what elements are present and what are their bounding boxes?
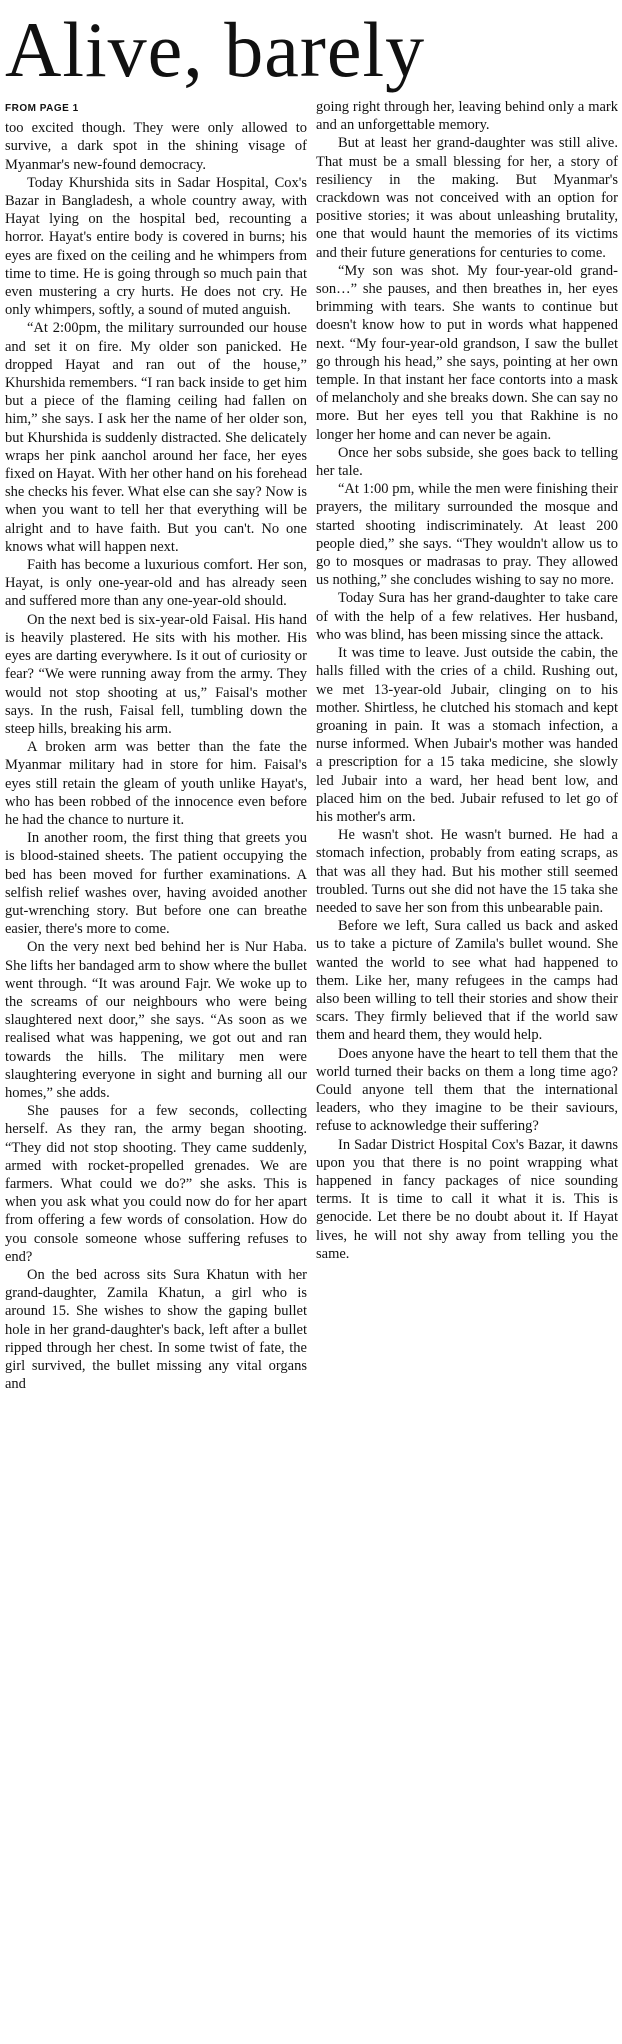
paragraph: Faith has become a luxurious comfort. Her son, Hayat, is only one-year-old and has already seen and suffered more than any one-year-old should. [5,557,307,610]
paragraph: Today Sura has her grand-daughter to take care of with the help of a few relatives. Her husband, who was blind, has been missing since the attack. [316,590,618,643]
paragraph: “At 1:00 pm, while the men were finishing their prayers, the military surrounded the mosque and started shooting indiscriminately. At least 200 people died,” she says. “They wouldn't allow us to go to mosques or madrasas to pray. They allowed us nothing,” she concludes wishing to say no more. [316,481,618,589]
left-column [5,98,307,1393]
article-columns [5,98,618,1393]
jump-tag: FROM PAGE 1 [5,103,79,114]
paragraph: Does anyone have the heart to tell them that the world turned their backs on them a long time ago? Could anyone tell them that the international leaders, who they imagine to be their saviours, refuse to acknowledge their suffering? [316,1045,618,1135]
paragraph: But at least her grand-daughter was still alive. That must be a small blessing for her, a story of resiliency in the making. But Myanmar's crackdown was not conceived with an option for positive stories; it was about unleashing brutality, one that would haunt the memories of its victims and their future generations for centuries to come. [316,135,618,261]
paragraph: On the bed across sits Sura Khatun with her grand-daughter, Zamila Khatun, a girl who is around 15. She wishes to show the gaping bullet hole in her grand-daughter's back, left after a bullet ripped through her chest. In some twist of fate, the girl survived, the bullet missing any vital organs and [5,1267,307,1393]
right-column [316,98,618,1393]
headline: Alive, barely [5,6,426,93]
paragraph: “My son was shot. My four-year-old grand-son…” she pauses, and then breathes in, her eyes brimming with tears. She wants to continue but doesn't know how to put in words what happened next. “My four-year-old grandson, I saw the bullet go through his head,” she says, pointing at her own temple. In that instant her face contorts into a mask of melancholy and she breaks down. She can say no more. But her eyes tell you that Rakhine is no longer her home and can never be again. [316,262,619,443]
paragraph: going right through her, leaving behind only a mark and an unforgettable memory. [316,99,618,134]
paragraph: He wasn't shot. He wasn't burned. He had a stomach infection, probably from eating scraps, as that was all they had. But his mother still seemed troubled. Turns out she did not have the 15 taka she needed to save her son from this unbearable pain. [316,827,618,916]
paragraph: On the very next bed behind her is Nur Haba. She lifts her bandaged arm to show where the bullet went through. “It was around Fajr. We woke up to the screams of our neighbours who were being slaughtered next door,” she says. “As soon as we realised what was happening, we got out and ran towards the hills. The military men were slaughtering everyone in sight and burning all our homes,” she adds. [5,939,307,1101]
paragraph: It was time to leave. Just outside the cabin, the halls filled with the cries of a child. Rushing out, we met 13-year-old Jubair, clinging on to his mother. Shirtless, he clutched his stomach and kept groaning in pain. It was a stomach infection, a nurse informed. When Jubair's mother was handed a prescription for a 15 taka medicine, she slowly led Jubair into a ward, her head bent low, and placed him on the bed. Jubair refused to let go of his mother's arm. [316,645,618,825]
paragraph: A broken arm was better than the fate the Myanmar military had in store for him. Faisal's eyes still retain the gleam of youth unlike Hayat's, who has been robbed of the innocence even before he had the chance to nurture it. [5,739,307,828]
paragraph: In Sadar District Hospital Cox's Bazar, it dawns upon you that there is no point wrapping what happened in fancy packages of nice sounding terms. It is time to call it what it is. This is genocide. Let there be no doubt about it. If Hayat lives, he will not shy away from telling you the same. [316,1136,618,1262]
paragraph: She pauses for a few seconds, collecting herself. As they ran, the army began shooting. “They did not stop shooting. They came suddenly, armed with rocket-propelled grenades. We are farmers. What could we do?” she asks. This is when you ask what you could now do for her apart from offering a few words of consolation. How do you console someone whose suffering refuses to end? [5,1103,307,1265]
paragraph: Before we left, Sura called us back and asked us to take a picture of Zamila's bullet wound. She wanted the world to see what had happened to them. Like her, many refugees in the camps had also been willing to tell their stories and show their scars. They firmly believed that if the world saw them and heard them, they would help. [316,918,618,1044]
paragraph: “At 2:00pm, the military surrounded our house and set it on fire. My older son panicked. He dropped Hayat and ran out of the house,” Khurshida remembers. “I ran back inside to get him but a piece of the flaming ceiling had fallen on him,” she says. I ask her the name of her older son, but Khurshida is suddenly distracted. She delicately wraps her pink aanchol around her face, her eyes fixed on Hayat. With her other hand on his forehead she checks his fever. What else can she say? Now is when you want to tell her that everything will be alright and to have faith. But you can't. No one knows what will happen next. [5,320,307,555]
paragraph: too excited though. They were only allowed to survive, a dark spot in the shining visage of Myanmar's new-found democracy. [5,120,307,173]
paragraph: On the next bed is six-year-old Faisal. His hand is heavily plastered. He sits with his mother. His eyes are darting everywhere. Is it out of curiosity or fear? “We were running away from the army. They would not stop shooting at us,” Faisal's mother says. In the rush, Faisal fell, tumbling down the steep hills, breaking his arm. [5,611,307,737]
paragraph: Today Khurshida sits in Sadar Hospital, Cox's Bazar in Bangladesh, a whole country away, with Hayat lying on the hospital bed, recounting a horror. Hayat's entire body is covered in burns; his eyes are fixed on the ceiling and he whimpers from time to time. He is going through so much pain that even mustering a cry hurts. He does not cry. He only whimpers, softly, a sound of muted anguish. [5,174,307,319]
paragraph: Once her sobs subside, she goes back to telling her tale. [316,444,618,480]
paragraph: In another room, the first thing that greets you is blood-stained sheets. The patient occupying the bed has been moved for further examinations. A selfish relief washes over, having avoided another gut-wrenching story. But before one can breathe easier, there's more to come. [5,830,307,938]
